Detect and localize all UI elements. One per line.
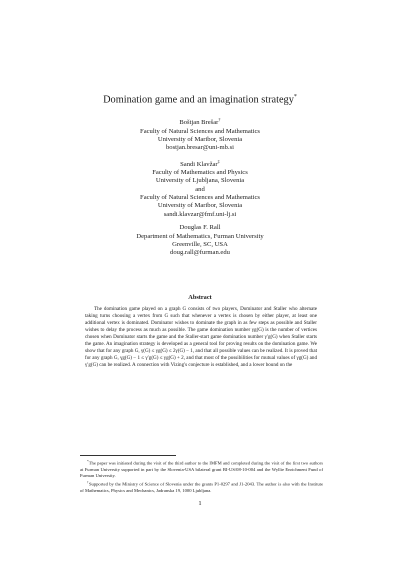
author-email: bostjan.bresar@uni-mb.si bbox=[166, 144, 234, 152]
author-footnote-mark: † bbox=[218, 117, 221, 122]
affiliation-line: University of Ljubljana, Slovenia bbox=[155, 177, 245, 185]
footnote-1 bbox=[80, 458, 323, 479]
title-footnote-mark: * bbox=[293, 94, 297, 100]
affiliation-line: Faculty of Mathematics and Physics bbox=[152, 169, 248, 177]
author-email: doug.rall@furman.edu bbox=[170, 249, 230, 257]
author-name-text: Sandi Klavžar bbox=[180, 160, 218, 168]
footnote-mark: † bbox=[87, 480, 89, 485]
author-footnote-mark: ‡ bbox=[217, 158, 220, 164]
author-list bbox=[0, 116, 400, 263]
affiliation-line: University of Maribor, Slovenia bbox=[157, 135, 243, 143]
author-block-2 bbox=[0, 158, 400, 220]
page-number: 1 bbox=[198, 500, 202, 507]
author-name-text: Douglas F. Rall bbox=[179, 224, 221, 232]
footnotes bbox=[80, 455, 323, 495]
footnote-mark: * bbox=[87, 459, 89, 463]
author-name bbox=[0, 224, 400, 232]
author-block-1 bbox=[0, 116, 400, 153]
affiliation-line: University of Maribor, Slovenia bbox=[157, 202, 243, 210]
affiliation-line: Greenville, SC, USA bbox=[172, 240, 228, 248]
affiliation-line: Department of Mathematics, Furman University bbox=[136, 232, 264, 240]
footnote-2 bbox=[80, 479, 323, 494]
affiliation-line: Faculty of Natural Sciences and Mathematics bbox=[140, 194, 260, 202]
author-email: sandi.klavzar@fmf.uni-lj.si bbox=[163, 210, 237, 218]
abstract-heading: Abstract bbox=[188, 294, 212, 301]
author-block-3 bbox=[0, 224, 400, 257]
paper-title bbox=[0, 94, 400, 105]
footnote-rule bbox=[80, 455, 176, 456]
abstract-body: The domination game played on a graph G consists of two players, Dominator and Staller who alternate taking turns choosing a vertex from G such that whenever a vertex is chosen by either player, at least one additional vertex is dominated. Dominator wishes to dominate the graph in as few steps as possible and Staller wishes to delay the process as much as possible. The game domination number γg(G) is the number of vertices chosen when Dominator starts the game and the Staller-start game domination number γ′g(G) when Staller starts the game. An imagination strategy is developed as a general tool for proving results on the domination game. We show that for any graph G, γ(G) ≤ γg(G) ≤ 2γ(G) − 1, and that all possible values can be realized. It is proved that for any graph G, γg(G) − 1 ≤ γ′g(G) ≤ γg(G) + 2, and that most of the possibilities for mutual values of γg(G) and γ′g(G) can be realized. A connection with Vizing's conjecture is established, and a lower bound on the bbox=[85, 306, 317, 369]
affiliation-line: Faculty of Natural Sciences and Mathematics bbox=[140, 127, 260, 135]
title-text: Domination game and an imagination strategy bbox=[103, 94, 294, 106]
footnote-text: The paper was initiated during the visit of the third author to the IMFM and completed during the visit of the first two authors at Furman University supported in part by the Slovenia-USA bilateral grant BI-US/08-10-004 and the Wyllie Enrichment Fund of Furman University. bbox=[80, 460, 323, 479]
author-name bbox=[0, 116, 400, 128]
affiliation-line: and bbox=[195, 185, 205, 193]
footnote-text: Supported by the Ministry of Science of Slovenia under the grants P1-0297 and J1-2043. The author is also with the Institute of Mathematics, Physics and Mechanics, Jadranska 19, 1000 Ljubljana. bbox=[80, 481, 323, 494]
author-name-text: Boštjan Brešar bbox=[179, 119, 219, 127]
author-name bbox=[0, 158, 400, 170]
